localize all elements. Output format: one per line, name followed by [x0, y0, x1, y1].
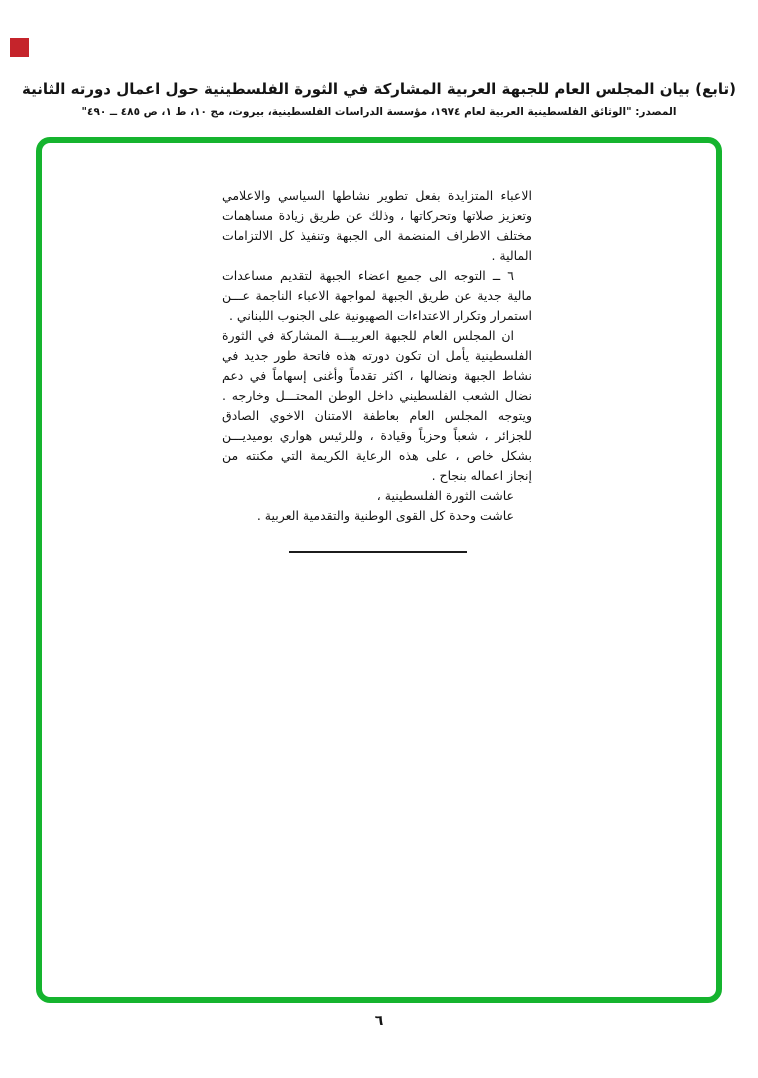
text-line: عاشت الثورة الفلسطينية ، [376, 488, 514, 503]
text-line: الاعباء المتزايدة بفعل تطوير نشاطها السياسي والاعلامي [222, 188, 532, 203]
red-square-marker [10, 38, 29, 57]
text-line: نشاط الجبهة ونضالها ، اكثر تقدماً وأغنى إسهاماً في دعم [222, 368, 532, 383]
text-line: ان المجلس العام للجبهة العربيـــة المشاركة في الثورة [222, 328, 514, 343]
text-line: وتعزيز صلاتها وتحركاتها ، وذلك عن طريق زيادة مساهمات [222, 208, 532, 223]
section-divider-rule [289, 551, 467, 553]
page-number: ٦ [374, 1013, 384, 1029]
text-line: عاشت وحدة كل القوى الوطنية والتقدمية العربية . [256, 508, 514, 523]
text-line: ٦ ــ التوجه الى جميع اعضاء الجبهة لتقديم مساعدات [222, 268, 514, 283]
text-line: استمرار وتكرار الاعتداءات الصهيونية على الجنوب اللبناني . [228, 308, 532, 323]
text-line: الفلسطينية يأمل ان تكون دورته هذه فاتحة طور جديد في [222, 348, 532, 363]
text-line: بشكل خاص ، على هذه الرعاية الكريمة التي مكنته من [222, 448, 532, 463]
document-title: (تابع) بيان المجلس العام للجبهة العربية المشاركة في الثورة الفلسطينية حول اعمال دورته الثانية [22, 80, 736, 98]
text-line: للجزائر ، شعباً وحزباً وقيادة ، وللرئيس هواري بوميديـــن [222, 428, 532, 443]
body-text-block [222, 186, 532, 526]
text-line: مختلف الاطراف المنضمة الى الجبهة وتنفيذ كل الالتزامات [222, 228, 532, 243]
text-line: نضال الشعب الفلسطيني داخل الوطن المحتـــل وخارجه . [222, 388, 532, 403]
text-line: ويتوجه المجلس العام بعاطفة الامتنان الاخوي الصادق [222, 408, 532, 423]
text-line: إنجاز اعماله بنجاح . [431, 468, 532, 483]
text-line: المالية . [491, 248, 532, 263]
source-citation: المصدر: "الوثائق الفلسطينية العربية لعام ١٩٧٤، مؤسسة الدراسات الفلسطينية، بيروت، مج ١٠، ط ١، ص ٤٨٥ ــ ٤٩٠" [81, 106, 677, 118]
text-line: مالية جدية عن طريق الجبهة لمواجهة الاعباء الناجمة عـــن [222, 288, 532, 303]
